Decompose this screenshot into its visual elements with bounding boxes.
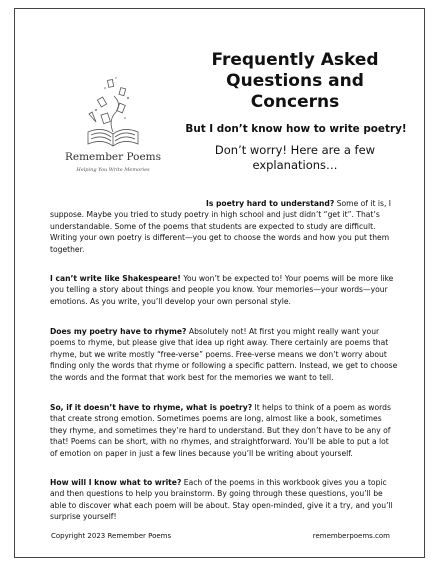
faq-answer: Some of it is, I suppose. Maybe you tried to study poetry in high school and just didn’t “get it”. That’s understandable. Some of the poems that students are expected to study are difficult. Writing your own poetry is different—you get to choose the words and how you put them together. (50, 198, 392, 254)
website-link[interactable]: rememberpoems.com (312, 532, 390, 540)
faq-question: Is poetry hard to understand? (206, 198, 335, 208)
intro-text: Don’t worry! Here are a few explanations… (214, 143, 376, 172)
faq-answer: Each of the poems in this workbook gives you a topic and then questions to help you brainstorm. By going through these questions, you’ll be able to discover what each poem will be about. Stay open-minded, give it a try, and you’ll surprise yourself! (50, 477, 393, 522)
faq-item (50, 273, 398, 308)
copyright-notice: Copyright 2023 Remember Poems (51, 532, 172, 540)
logo-tagline: Helping You Write Memories (76, 167, 150, 173)
faq-item (50, 326, 398, 384)
faq-answer: Absolutely not! At first you might really want your poems to rhyme, but please give that idea up right away. There certainly are poems that rhyme, but we write mostly “free-verse” poems. Free-verse means we don’t worry about finding only the words that rhyme or following a specific pattern. Instead, we get to choose the words and the format that work best for the memories we want to tell. (50, 326, 398, 382)
faq-question: Does my poetry have to rhyme? (50, 326, 187, 336)
faq-question: So, if it doesn’t have to rhyme, what is poetry? (50, 402, 253, 412)
faq-item (50, 477, 398, 523)
logo-name: Remember Poems (64, 151, 162, 163)
subtitle: But I don’t know how to write poetry! (185, 123, 407, 135)
faq-item (50, 198, 398, 256)
remember-poems-logo (58, 74, 168, 194)
title-line: Concerns (250, 92, 340, 112)
faq-item (50, 402, 398, 460)
faq-question: I can’t write like Shakespeare! (50, 273, 181, 283)
title-line: Questions and (226, 71, 364, 91)
open-book-icon (58, 74, 168, 152)
faq-answer: It helps to think of a poem as words that create strong emotion. Sometimes poems are long, almost like a book, sometimes they rhyme, and sometimes they’re hard to understand. But they don’t have to be any of that! Poems can be short, with no rhymes, and straightforward. You’ll be able to put a lot of emotion on paper in just a few lines because you’ll be writing about yourself. (50, 402, 391, 458)
faq-answer: You won’t be expected to! Your poems will be more like you telling a story about things and people you know. Your memories—your words—your emotions. As you write, you’ll develop your own personal style. (50, 273, 394, 306)
page-title (190, 50, 400, 113)
faq-question: How will I know what to write? (50, 477, 182, 487)
title-line: Frequently Asked (211, 50, 379, 70)
